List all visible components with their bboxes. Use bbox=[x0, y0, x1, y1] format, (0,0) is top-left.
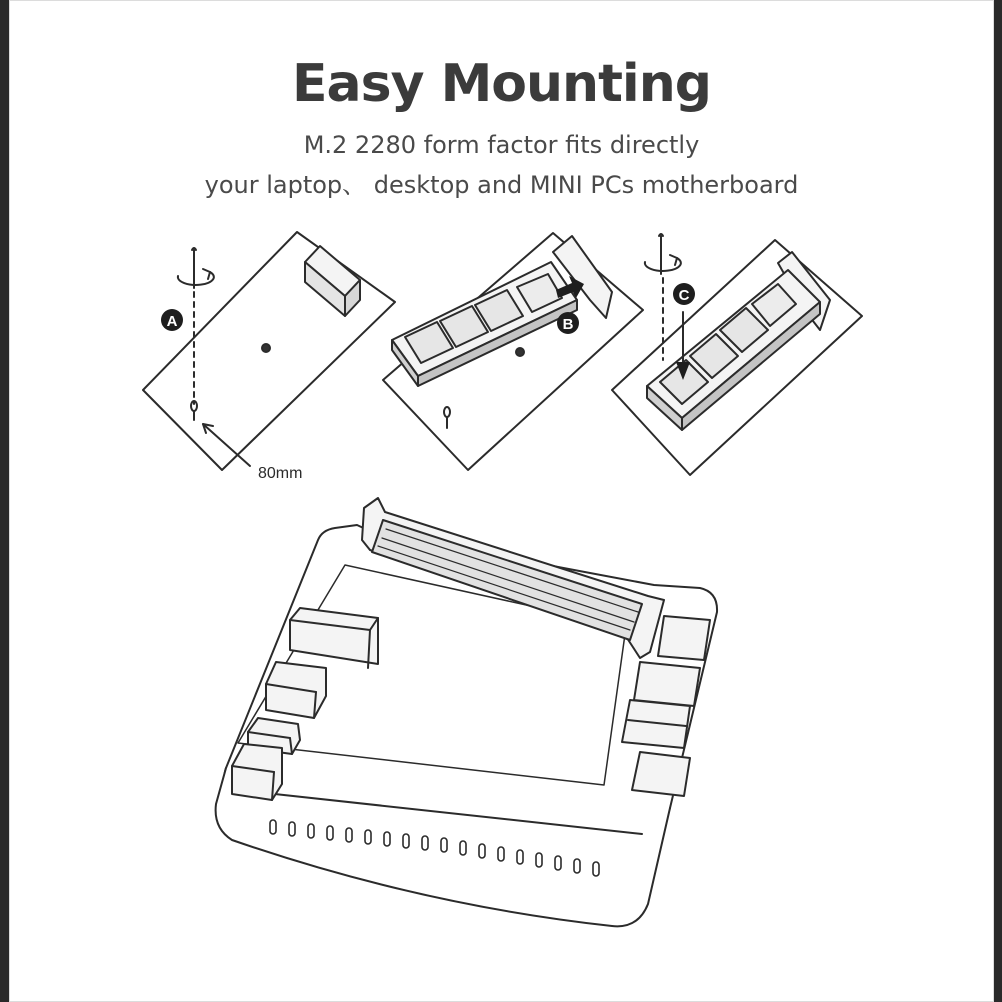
page-title: Easy Mounting bbox=[292, 54, 711, 114]
screw-rotate-icon bbox=[645, 234, 681, 274]
subtitle-line-2: your laptop、 desktop and MINI PCs motherboard bbox=[204, 171, 799, 199]
marker-b-label: B bbox=[562, 316, 574, 333]
length-label: 80mm bbox=[258, 465, 303, 482]
mini-pc-diagram bbox=[216, 498, 717, 926]
step-b-diagram bbox=[383, 233, 643, 470]
subtitle-line-1: M.2 2280 form factor fits directly bbox=[303, 131, 700, 159]
step-a-diagram bbox=[143, 232, 395, 482]
step-b-marker bbox=[557, 312, 579, 334]
marker-c-label: C bbox=[678, 287, 690, 304]
marker-a-label: A bbox=[166, 313, 178, 330]
step-c-diagram bbox=[612, 234, 862, 475]
step-c-marker bbox=[673, 283, 695, 305]
screw-rotate-icon bbox=[178, 248, 214, 288]
standoff-hole bbox=[262, 344, 270, 352]
step-a-marker bbox=[161, 309, 183, 331]
